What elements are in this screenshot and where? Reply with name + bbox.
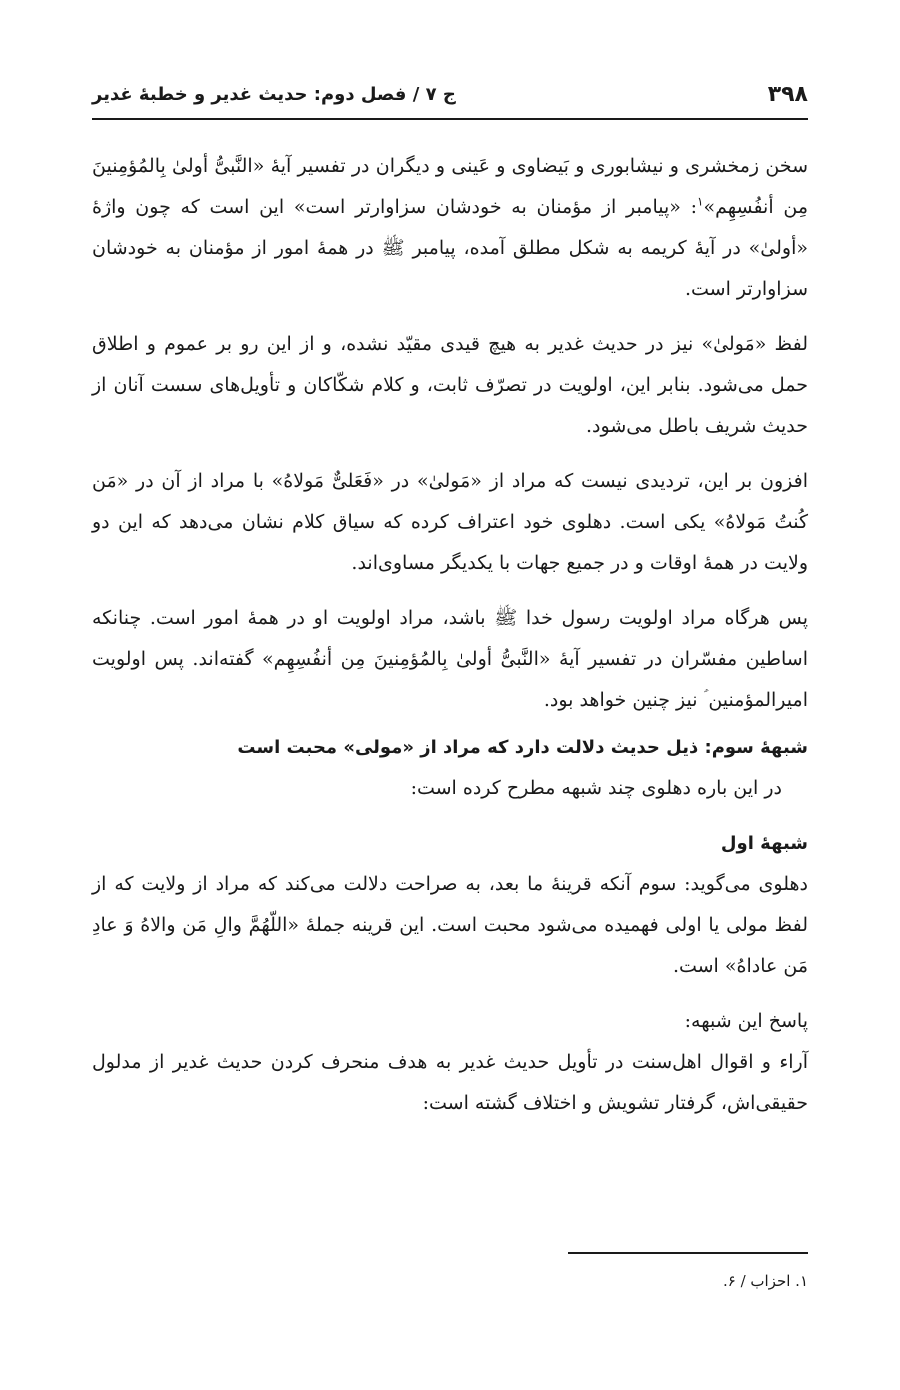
footnote-rule <box>568 1252 808 1254</box>
book-page <box>92 0 808 1390</box>
paragraph-7: پاسخ این شبهه: <box>684 1010 808 1032</box>
section-heading-first-doubt: شبههٔ اول <box>720 833 808 854</box>
paragraph-6: دهلوی می‌گوید: سوم آنکه قرینهٔ ما بعد، به صراحت دلالت می‌کند که مراد از ولایت که از لفظ مولی یا اولی فهمیده می‌شود محبت است. این قرینه جملهٔ «اللّهُمَّ والِ مَن والاهُ وَ عادِ مَن عاداهُ» است. <box>92 873 808 977</box>
footnote-ref: ۱ <box>697 194 704 209</box>
body-text <box>92 146 808 1124</box>
paragraph-4: پس هرگاه مراد اولویت رسول خدا ﷺ باشد، مراد اولویت او در همهٔ امور است. چنانکه اساطین مفسّران در تفسیر آیهٔ «النَّبیُّ أولیٰ بِالمُؤمِنینَ مِن أنفُسِهِم» گفته‌اند. پس اولویت امیرالمؤمنین ؑ نیز چنین خواهد بود. <box>92 607 808 711</box>
running-title: ج ۷ / فصل دوم: حدیث غدیر و خطبهٔ غدیر <box>92 83 456 105</box>
section-heading-doubt-3: شبههٔ سوم: ذیل حدیث دلالت دارد که مراد از «مولی» محبت است <box>237 737 808 758</box>
paragraph-1: سخن زمخشری و نیشابوری و بَیضاوی و عَینی و دیگران در تفسیر آیهٔ «النَّبیُّ أولیٰ بِالمُؤمِنینَ مِن أنفُسِهِم»$^۱$: «پیامبر از مؤمنان به خودشان سزاوارتر است» این است که چون واژهٔ «أولیٰ» در آیهٔ کریمه به شکل مطلق آمده، پیامبر ﷺ در همهٔ امور از مؤمنان به خودشان سزاوارتر است. <box>92 155 808 300</box>
paragraph-3: افزون بر این، تردیدی نیست که مراد از «مَولیٰ» در «فَعَلیٌّ مَولاهُ» با مراد از آن در «مَن کُنتُ مَولاهُ» یکی است. دهلوی خود اعتراف کرده که سیاق کلام نشان می‌دهد که این دو ولایت در همهٔ اوقات و در جمیع جهات با یکدیگر مساوی‌اند. <box>92 470 808 574</box>
page-number: ۳۹۸ <box>767 81 808 107</box>
footnote: ۱. احزاب / ۶. <box>722 1272 808 1290</box>
paragraph-2: لفظ «مَولیٰ» نیز در حدیث غدیر به هیچ قیدی مقیّد نشده، و از این رو بر عموم و اطلاق حمل می‌شود. بنابر این، اولویت در تصرّف ثابت، و کلام شکّاکان و تأویل‌های سست آنان از حدیث شریف باطل می‌شود. <box>92 333 808 437</box>
paragraph-5: در این باره دهلوی چند شبهه مطرح کرده است: <box>410 777 782 799</box>
paragraph-8: آراء و اقوال اهل‌سنت در تأویل حدیث غدیر به هدف منحرف کردن حدیث غدیر از مدلول حقیقی‌اش، گرفتار تشویش و اختلاف گشته است: <box>92 1051 808 1114</box>
page-header <box>92 76 808 112</box>
header-rule <box>92 118 808 120</box>
